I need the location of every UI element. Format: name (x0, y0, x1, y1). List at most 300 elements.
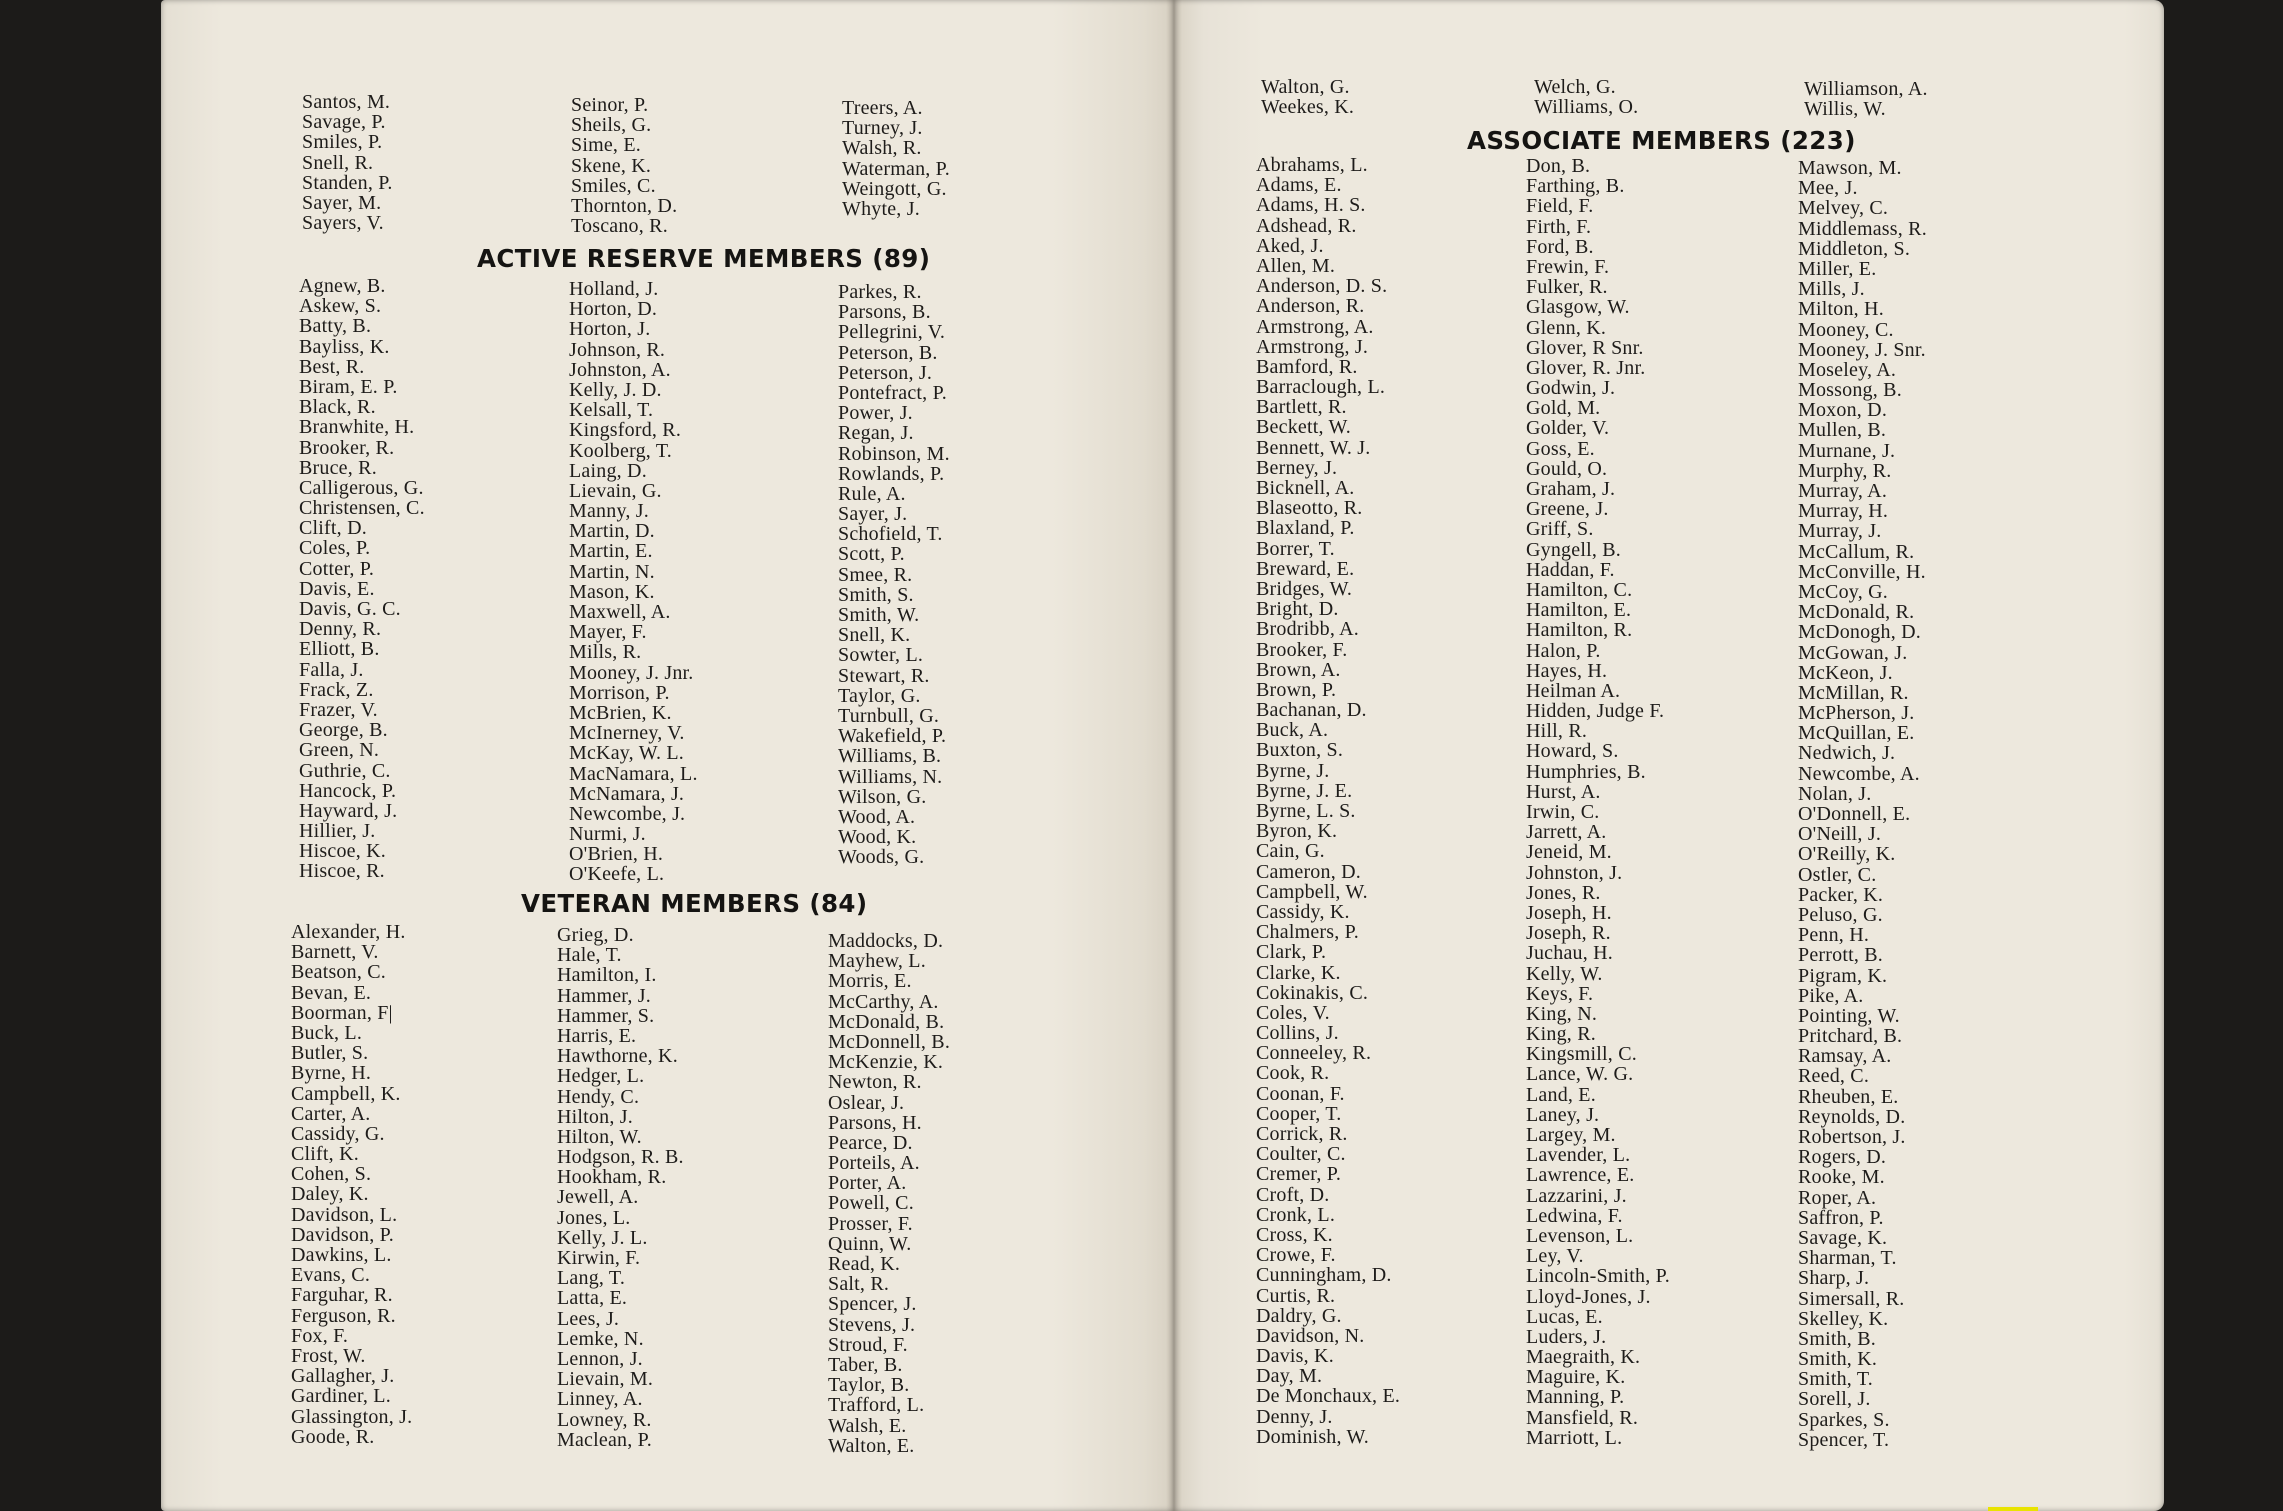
member-name: Walsh, E. (828, 1414, 907, 1437)
member-name: Hilton, W. (557, 1125, 642, 1148)
member-name: Greene, J. (1526, 498, 1609, 521)
member-name: Smith, B. (1798, 1327, 1876, 1350)
member-name: Lavender, L. (1526, 1144, 1631, 1167)
left-top-col3 (842, 98, 950, 219)
member-name: Taber, B. (828, 1353, 903, 1376)
member-name: Falla, J. (299, 658, 364, 681)
member-name: Walsh, R. (842, 137, 922, 160)
member-name: Mooney, J. Jnr. (569, 661, 694, 684)
member-name: Morrison, P. (569, 681, 670, 704)
member-name: Nedwich, J. (1798, 742, 1896, 765)
member-name: Oslear, J. (828, 1091, 905, 1114)
member-name: Parkes, R. (838, 281, 922, 303)
member-name: Maxwell, A. (569, 601, 671, 623)
member-name: Johnston, J. (1526, 861, 1623, 884)
member-name: Heilman A. (1526, 679, 1621, 702)
member-name: Spencer, T. (1798, 1428, 1890, 1451)
member-name: Sayers, V. (302, 212, 384, 235)
member-name: Melvey, C. (1798, 197, 1889, 220)
member-name: Snell, R. (302, 151, 374, 174)
member-name: Adams, H. S. (1256, 194, 1366, 217)
member-name: Chalmers, P. (1256, 921, 1359, 944)
member-name: De Monchaux, E. (1256, 1385, 1401, 1408)
member-name: Green, N. (299, 739, 380, 762)
member-name: Allen, M. (1256, 254, 1336, 277)
member-name: Savage, P. (302, 111, 386, 134)
member-name: Sayer, M. (302, 191, 382, 214)
member-name: Hale, T. (557, 944, 622, 967)
member-name: Nurmi, J. (569, 823, 646, 846)
member-name: Davidson, L. (291, 1203, 398, 1226)
member-name: McKeon, J. (1798, 661, 1893, 684)
member-name: Regan, J. (838, 422, 914, 445)
member-name: Johnson, R. (569, 338, 666, 361)
member-name: Lucas, E. (1526, 1305, 1603, 1328)
member-name: Firth, F. (1526, 215, 1592, 238)
member-name: Smith, T. (1798, 1368, 1873, 1391)
member-name: Maguire, K. (1526, 1366, 1626, 1389)
member-name: Coonan, F. (1256, 1082, 1345, 1105)
member-name: McPherson, J. (1798, 702, 1915, 725)
member-name: Grieg, D. (557, 924, 634, 946)
member-name: Reed, C. (1798, 1065, 1870, 1088)
member-name: Smiles, C. (571, 174, 656, 197)
member-name: Wood, A. (838, 805, 916, 828)
member-name: Kingsmill, C. (1526, 1043, 1637, 1066)
member-name: Hendy, C. (557, 1085, 640, 1108)
member-name: Jones, L. (557, 1206, 631, 1229)
member-name: Sorell, J. (1798, 1388, 1871, 1411)
member-name: Stewart, R. (838, 664, 930, 687)
member-name: Cameron, D. (1256, 860, 1361, 883)
member-name: King, R. (1526, 1023, 1596, 1046)
member-name: Davis, K. (1256, 1345, 1334, 1368)
member-name: Lievain, G. (569, 479, 662, 502)
member-name: Skene, K. (571, 154, 652, 177)
member-name: Williams, B. (838, 745, 942, 768)
member-name: Brown, P. (1256, 678, 1337, 701)
member-name: Conneeley, R. (1256, 1042, 1372, 1065)
member-name: Middleton, S. (1798, 237, 1911, 260)
member-name: Frewin, F. (1526, 255, 1610, 278)
member-name: Croft, D. (1256, 1183, 1330, 1206)
member-name: Bevan, E. (291, 981, 372, 1004)
member-name: Lees, J. (557, 1307, 620, 1330)
member-name: Wilson, G. (838, 785, 927, 808)
member-name: Hurst, A. (1526, 780, 1601, 803)
member-name: Sime, E. (571, 134, 641, 157)
member-name: Glover, R. Jnr. (1526, 356, 1646, 379)
member-name: Pearce, D. (828, 1131, 913, 1154)
member-name: Ledwina, F. (1526, 1204, 1623, 1227)
member-name: Campbell, W. (1256, 880, 1368, 903)
member-name: Armstrong, A. (1256, 315, 1374, 338)
member-name: Hodgson, R. B. (557, 1146, 684, 1169)
member-name: Byrne, L. S. (1256, 800, 1356, 822)
member-name: Nolan, J. (1798, 782, 1872, 805)
member-name: Moseley, A. (1798, 358, 1897, 381)
member-name: Ferguson, R. (291, 1304, 396, 1327)
member-name: Cook, R. (1256, 1062, 1330, 1085)
member-name: Cremer, P. (1256, 1163, 1342, 1186)
member-name: Cronk, L. (1256, 1203, 1336, 1226)
member-name: Sharp, J. (1798, 1267, 1870, 1290)
member-name: Trafford, L. (828, 1394, 925, 1417)
member-name: Snell, K. (838, 624, 911, 647)
member-name: Hedger, L. (557, 1065, 645, 1088)
member-name: Humphries, B. (1526, 760, 1646, 783)
member-name: Glassington, J. (291, 1405, 413, 1428)
member-name: Brodribb, A. (1256, 618, 1359, 641)
member-name: Sowter, L. (838, 644, 924, 667)
member-name: Turney, J. (842, 117, 923, 140)
member-name: Pointing, W. (1798, 1004, 1900, 1027)
member-name: Lazzarini, J. (1526, 1184, 1627, 1207)
member-name: Dawkins, L. (291, 1244, 392, 1266)
member-name: Biram, E. P. (299, 375, 398, 398)
member-name: Hamilton, E. (1526, 599, 1632, 622)
member-name: Willis, W. (1804, 98, 1886, 121)
member-name: Joseph, R. (1526, 922, 1611, 945)
active-reserve-heading: ACTIVE RESERVE MEMBERS (89) (477, 244, 931, 273)
member-name: Anderson, D. S. (1256, 275, 1388, 298)
member-name: Savage, K. (1798, 1226, 1888, 1249)
member-name: Robertson, J. (1798, 1126, 1906, 1148)
member-name: Hookham, R. (557, 1166, 667, 1189)
right-top-col2 (1534, 77, 1638, 117)
member-name: Calligerous, G. (299, 476, 424, 499)
member-name: Taylor, G. (838, 684, 921, 707)
member-name: Santos, M. (302, 91, 391, 113)
member-name: Lemke, N. (557, 1327, 644, 1350)
member-name: Maclean, P. (557, 1428, 652, 1451)
member-name: Adshead, R. (1256, 214, 1357, 237)
member-name: Barraclough, L. (1256, 376, 1386, 399)
member-name: Frack, Z. (299, 678, 374, 701)
member-name: Clift, K. (291, 1143, 359, 1166)
member-name: Levenson, L. (1526, 1224, 1634, 1247)
member-name: Turnbull, G. (838, 704, 940, 727)
member-name: Gyngell, B. (1526, 538, 1621, 561)
member-name: Newcombe, A. (1798, 762, 1920, 785)
member-name: Best, R. (299, 355, 365, 378)
right-top-col3 (1804, 79, 1928, 119)
member-name: Gardiner, L. (291, 1385, 391, 1408)
member-name: Denny, R. (299, 618, 382, 641)
member-name: Breward, E. (1256, 557, 1355, 580)
member-name: Treers, A. (842, 97, 923, 119)
member-name: Brooker, F. (1256, 638, 1348, 661)
member-name: Gold, M. (1526, 397, 1601, 420)
member-name: Weingott, G. (842, 177, 947, 200)
member-name: Parsons, H. (828, 1111, 922, 1134)
member-name: Coulter, C. (1256, 1143, 1346, 1166)
member-name: Mayhew, L. (828, 950, 926, 973)
left-top-col2 (571, 95, 677, 236)
member-name: Denny, J. (1256, 1405, 1333, 1428)
member-name: Abrahams, L. (1256, 154, 1368, 176)
member-name: Clift, D. (299, 517, 367, 540)
member-name: Bruce, R. (299, 456, 377, 479)
member-name: Jarrett, A. (1526, 821, 1607, 844)
member-name: Williamson, A. (1804, 78, 1928, 100)
member-name: Guthrie, C. (299, 759, 391, 782)
member-name: Martin, N. (569, 560, 655, 583)
member-name: Morris, E. (828, 970, 912, 993)
member-name: Stroud, F. (828, 1333, 908, 1356)
member-name: Bridges, W. (1256, 577, 1353, 600)
member-name: Spencer, J. (828, 1293, 917, 1316)
member-name: Sparkes, S. (1798, 1408, 1890, 1431)
member-name: Smee, R. (838, 563, 913, 586)
member-name: Saffron, P. (1798, 1206, 1884, 1229)
member-name: Laney, J. (1526, 1103, 1600, 1126)
right-top-col1 (1261, 77, 1354, 117)
member-name: Powell, C. (828, 1192, 914, 1215)
member-name: Armstrong, J. (1256, 335, 1369, 358)
member-name: McKenzie, K. (828, 1051, 944, 1074)
member-name: Quinn, W. (828, 1232, 912, 1255)
member-name: Murray, A. (1798, 480, 1888, 502)
member-name: Davidson, N. (1256, 1324, 1365, 1347)
member-name: Ostler, C. (1798, 863, 1877, 886)
member-name: Carter, A. (291, 1102, 371, 1125)
member-name: Juchau, H. (1526, 942, 1613, 965)
member-name: Goss, E. (1526, 437, 1595, 460)
member-name: Linney, A. (557, 1388, 643, 1411)
member-name: Prosser, F. (828, 1212, 913, 1235)
member-name: Coles, V. (1256, 1001, 1330, 1024)
member-name: Murnane, J. (1798, 439, 1896, 462)
member-name: Harris, E. (557, 1024, 637, 1047)
member-name: Cokinakis, C. (1256, 981, 1369, 1004)
member-name: McCarthy, A. (828, 990, 939, 1013)
member-name: Mills, R. (569, 641, 642, 664)
member-name: Haddan, F. (1526, 558, 1615, 581)
member-name: Wood, K. (838, 826, 917, 849)
member-name: Jones, R. (1526, 881, 1601, 904)
member-name: Rheuben, E. (1798, 1085, 1899, 1108)
member-name: Pontefract, P. (838, 381, 947, 404)
member-name: Mawson, M. (1798, 157, 1902, 179)
member-name: Martin, D. (569, 520, 655, 543)
member-name: Cain, G. (1256, 840, 1325, 863)
member-name: Brooker, R. (299, 436, 395, 459)
associate-col1 (1256, 155, 1400, 1447)
member-name: Collins, J. (1256, 1022, 1339, 1045)
member-name: Porter, A. (828, 1172, 907, 1195)
member-name: Smith, W. (838, 604, 920, 626)
member-name: Frost, W. (291, 1344, 366, 1367)
member-name: Butler, S. (291, 1042, 369, 1065)
member-name: Rowlands, P. (838, 462, 945, 485)
member-name: Curtis, R. (1256, 1284, 1336, 1307)
member-name: Horton, D. (569, 298, 658, 321)
member-name: Manning, P. (1526, 1386, 1625, 1409)
member-name: Ramsay, A. (1798, 1045, 1892, 1068)
member-name: Fox, F. (291, 1324, 349, 1347)
member-name: Miller, E. (1798, 257, 1877, 280)
member-name: Bachanan, D. (1256, 699, 1367, 722)
member-name: Mansfield, R. (1526, 1406, 1639, 1429)
member-name: McGowan, J. (1798, 641, 1908, 664)
associate-col2 (1526, 156, 1670, 1448)
member-name: Blaxland, P. (1256, 517, 1355, 540)
member-name: Hammer, J. (557, 984, 651, 1007)
member-name: McBrien, K. (569, 701, 672, 724)
member-name: Thornton, D. (571, 194, 678, 217)
member-name: Mooney, J. Snr. (1798, 338, 1926, 361)
member-name: McNamara, J. (569, 782, 685, 805)
member-name: Golder, V. (1526, 417, 1610, 440)
member-name: Sharman, T. (1798, 1247, 1897, 1270)
member-name: Farguhar, R. (291, 1284, 393, 1307)
member-name: Walton, G. (1261, 76, 1350, 98)
member-name: Pike, A. (1798, 984, 1864, 1007)
member-name: Pritchard, B. (1798, 1025, 1903, 1048)
member-name: Pellegrini, V. (838, 321, 946, 344)
member-name: Cassidy, G. (291, 1122, 385, 1145)
member-name: Pigram, K. (1798, 964, 1888, 987)
member-name: Batty, B. (299, 315, 372, 338)
member-name: Stevens, J. (828, 1313, 916, 1336)
active-reserve-col2 (569, 279, 698, 885)
member-name: Hayes, H. (1526, 659, 1608, 682)
member-name: Glenn, K. (1526, 316, 1607, 339)
member-name: Gallagher, J. (291, 1365, 395, 1388)
member-name: Lowney, R. (557, 1408, 652, 1431)
member-name: Newcombe, J. (569, 802, 686, 825)
member-name: Lang, T. (557, 1267, 626, 1290)
member-name: Mayer, F. (569, 621, 647, 644)
member-name: Rogers, D. (1798, 1146, 1887, 1169)
member-name: Seinor, P. (571, 94, 649, 116)
member-name: Hill, R. (1526, 720, 1588, 743)
member-name: Hamilton, I. (557, 964, 657, 987)
member-name: Glover, R Snr. (1526, 336, 1644, 359)
member-name: Davis, E. (299, 577, 375, 600)
member-name: Luders, J. (1526, 1325, 1607, 1348)
member-name: Taylor, B. (828, 1374, 910, 1397)
member-name: Buck, L. (291, 1021, 363, 1044)
member-name: Johnston, A. (569, 358, 671, 381)
member-name: Hiscoe, R. (299, 860, 385, 883)
member-name: O'Reilly, K. (1798, 843, 1896, 866)
member-name: Boorman, F| (291, 1001, 393, 1024)
veteran-col1 (291, 922, 412, 1447)
member-name: Byrne, J. E. (1256, 779, 1353, 802)
member-name: Corrick, R. (1256, 1123, 1348, 1145)
member-name: Mossong, B. (1798, 379, 1902, 402)
member-name: Wakefield, P. (838, 725, 947, 748)
member-name: Standen, P. (302, 171, 393, 194)
member-name: Power, J. (838, 402, 913, 425)
member-name: Aked, J. (1256, 234, 1324, 257)
member-name: Sayer, J. (838, 503, 908, 526)
member-name: Woods, G. (838, 846, 925, 869)
member-name: Ley, V. (1526, 1245, 1584, 1268)
member-name: Bamford, R. (1256, 355, 1358, 378)
member-name: Roper, A. (1798, 1186, 1877, 1209)
member-name: Christensen, C. (299, 497, 425, 520)
member-name: Martin, E. (569, 540, 653, 563)
member-name: Read, K. (828, 1253, 901, 1275)
member-name: Ford, B. (1526, 235, 1594, 258)
member-name: Waterman, P. (842, 157, 950, 180)
member-name: Daldry, G. (1256, 1304, 1342, 1327)
member-name: Toscano, R. (571, 215, 668, 238)
member-name: Cotter, P. (299, 557, 375, 580)
member-name: Askew, S. (299, 295, 382, 318)
member-name: McConville, H. (1798, 560, 1926, 583)
member-name: Bright, D. (1256, 598, 1339, 621)
member-name: Manny, J. (569, 500, 649, 523)
member-name: Reynolds, D. (1798, 1105, 1906, 1128)
member-name: Peluso, G. (1798, 903, 1883, 926)
member-name: Murray, J. (1798, 520, 1882, 543)
member-name: Hidden, Judge F. (1526, 700, 1665, 723)
member-name: Koolberg, T. (569, 439, 672, 462)
member-name: Barnett, V. (291, 941, 379, 964)
member-name: Murray, H. (1798, 500, 1889, 523)
member-name: Field, F. (1526, 195, 1594, 218)
member-name: Kelly, W. (1526, 962, 1603, 985)
member-name: Borrer, T. (1256, 537, 1335, 560)
member-name: Land, E. (1526, 1083, 1596, 1106)
member-name: Perrott, B. (1798, 944, 1883, 967)
member-name: Hammer, S. (557, 1004, 655, 1027)
member-name: Howard, S. (1526, 740, 1619, 763)
member-name: Rooke, M. (1798, 1166, 1885, 1189)
member-name: Lievain, M. (557, 1368, 654, 1391)
member-name: Simersall, R. (1798, 1287, 1905, 1310)
member-name: Fulker, R. (1526, 276, 1608, 299)
member-name: Mills, J. (1798, 278, 1865, 301)
member-name: Halon, P. (1526, 639, 1601, 662)
member-name: Byron, K. (1256, 820, 1338, 843)
member-name: Agnew, B. (299, 275, 386, 297)
member-name: Griff, S. (1526, 518, 1594, 541)
member-name: Bennett, W. J. (1256, 436, 1371, 459)
member-name: Mooney, C. (1798, 318, 1894, 341)
member-name: Beckett, W. (1256, 416, 1351, 439)
member-name: Whyte, J. (842, 197, 920, 220)
member-name: Byrne, J. (1256, 759, 1330, 782)
member-name: Dominish, W. (1256, 1425, 1369, 1448)
member-name: Coles, P. (299, 537, 371, 560)
member-name: Marriott, L. (1526, 1426, 1623, 1449)
member-name: Hancock, P. (299, 779, 397, 802)
member-name: George, B. (299, 719, 388, 742)
member-name: Hamilton, R. (1526, 619, 1633, 642)
member-name: Walton, E. (828, 1434, 915, 1457)
member-name: Robinson, M. (838, 442, 950, 465)
member-name: Blaseotto, R. (1256, 497, 1363, 520)
member-name: Sheils, G. (571, 114, 652, 137)
member-name: Peterson, J. (838, 361, 933, 384)
member-name: MacNamara, L. (569, 762, 698, 785)
member-name: Cassidy, K. (1256, 900, 1350, 923)
member-name: Williams, O. (1534, 96, 1639, 119)
member-name: O'Brien, H. (569, 843, 664, 866)
member-name: Middlemass, R. (1798, 217, 1927, 240)
member-name: Day, M. (1256, 1365, 1323, 1388)
member-name: Cooper, T. (1256, 1102, 1342, 1125)
member-name: Hawthorne, K. (557, 1045, 678, 1068)
page-gutter (1166, 0, 1182, 1511)
member-name: Buxton, S. (1256, 739, 1344, 762)
member-name: McCallum, R. (1798, 540, 1915, 563)
